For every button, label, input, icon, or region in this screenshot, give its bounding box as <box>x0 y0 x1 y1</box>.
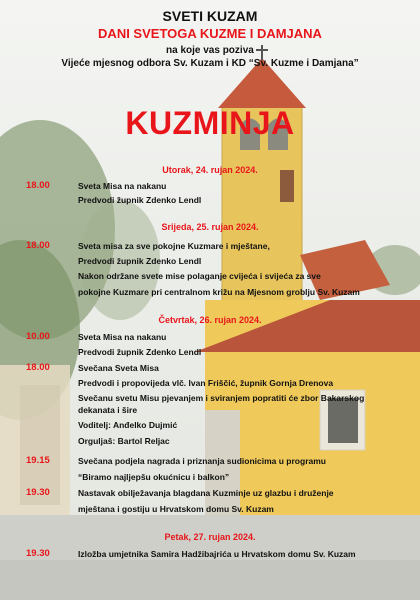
event-line: Svečanu svetu Misu pjevanjem i sviranjem popratiti će zbor Bakarskog <box>78 393 365 403</box>
event-line: Predvodi župnik Zdenko Lendl <box>78 256 202 266</box>
event-time: 19.30 <box>26 487 50 498</box>
event-line: Sveta Misa na nakanu <box>78 181 167 191</box>
event-line: “Biramo najljepšu okućnicu i balkon” <box>78 472 230 482</box>
event-time: 10.00 <box>26 331 50 342</box>
event-name: KUZMINJA <box>125 105 295 141</box>
day-date: Utorak, 24. rujan 2024. <box>162 165 258 175</box>
event-line: Sveta misa za sve pokojne Kuzmare i mještane, <box>78 241 270 251</box>
event-line: dekanata i šire <box>78 405 138 415</box>
event-line: Predvodi i propovijeda vlč. Ivan Friščić, župnik Gornja Drenova <box>78 378 334 388</box>
event-line: Nastavak obilježavanja blagdana Kuzminje uz glazbu i druženje <box>78 488 334 498</box>
event-line: Voditelj: Anđelko Dujmić <box>78 420 178 430</box>
event-line: Sveta Misa na nakanu <box>78 332 167 342</box>
invite-line-2: Vijeće mjesnog odbora Sv. Kuzam i KD “Sv. Kuzme i Damjana” <box>61 58 359 69</box>
poster-subtitle: DANI SVETOGA KUZME I DAMJANA <box>98 26 322 41</box>
event-time: 18.00 <box>26 180 50 191</box>
event-time: 19.15 <box>26 455 50 466</box>
event-line: pokojne Kuzmare pri centralnom križu na Mjesnom groblju Sv. Kuzam <box>78 287 360 297</box>
event-line: Orguljaš: Bartol Reljac <box>78 436 170 446</box>
event-line: Svečana podjela nagrada i priznanja sudionicima u programu <box>78 456 326 466</box>
event-time: 19.30 <box>26 548 50 559</box>
event-time: 18.00 <box>26 362 50 373</box>
event-line: Predvodi župnik Zdenko Lendl <box>78 195 202 205</box>
event-line: Nakon održane svete mise polaganje cvijeća i svijeća za sve <box>78 271 321 281</box>
event-line: Svečana Sveta Misa <box>78 363 159 373</box>
event-line: mještana i gostiju u Hrvatskom domu Sv. Kuzam <box>78 504 274 514</box>
event-line: Izložba umjetnika Samira Hadžibajrića u Hrvatskom domu Sv. Kuzam <box>78 549 356 559</box>
day-date: Četvrtak, 26. rujan 2024. <box>158 315 262 325</box>
poster-title: SVETI KUZAM <box>162 8 258 24</box>
event-line: Predvodi župnik Zdenko Lendl <box>78 347 202 357</box>
day-date: Srijeda, 25. rujan 2024. <box>161 222 259 232</box>
invite-line-1: na koje vas poziva <box>166 45 254 56</box>
day-date: Petak, 27. rujan 2024. <box>164 532 256 542</box>
event-time: 18.00 <box>26 240 50 251</box>
